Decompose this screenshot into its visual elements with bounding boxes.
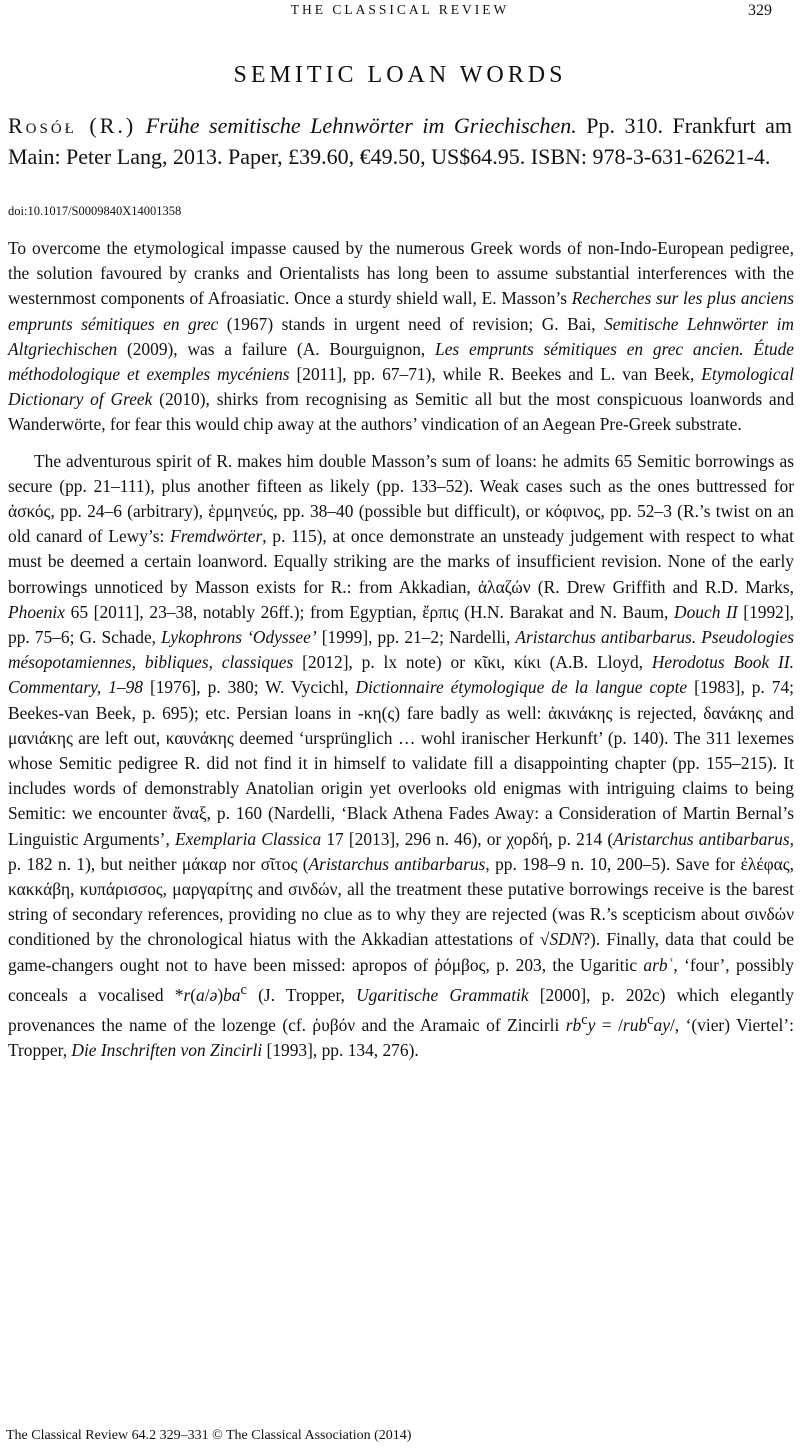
paragraph-1: To overcome the etymological impasse caused by the numerous Greek words of non-Indo-European pedigree, the solution favoured by cranks and Orientalists has long been to assume substantial interferences with the westernmost components of Afroasiatic. Once a sturdy shield wall, E. Masson’s Recherches sur les plus anciens emprunts sémitiques en grec (1967) stands in urgent need of revision; G. Bai, Semitische Lehnwörter im Altgriechischen (2009), was a failure (A. Bourguignon, Les emprunts sémitiques en grec ancien. Étude méthodologique et exemples mycéniens [2011], pp. 67–71), while R. Beekes and L. van Beek, Etymological Dictionary of Greek (2010), shirks from recognising as Semitic all but the most conspicuous loanwords and Wanderwörte, for fear this would chip away at the authors’ vindication of an Aegean Pre-Greek substrate. [8, 238, 795, 435]
reviewed-author: Rosół (R.) [8, 113, 137, 138]
doi-link[interactable]: doi:10.1017/S0009840X14001358 [8, 204, 182, 218]
book-citation [8, 110, 792, 172]
running-head [0, 2, 800, 24]
review-body [8, 236, 794, 1063]
publication-details: Pp. 310. Frankfurt am Main: Peter Lang, 2013. Paper, £39.60, €49.50, US$64.95. ISBN: 978-3-631-62621-4. [8, 113, 793, 169]
reviewed-book-title: Frühe semitische Lehnwörter im Griechischen. [145, 113, 577, 138]
paragraph-2: The adventurous spirit of R. makes him double Masson’s sum of loans: he admits 65 Semitic borrowings as secure (pp. 21–111), plus another fifteen as likely (pp. 133–52). Weak cases such as the ones buttressed for ἀσκός, pp. 24–6 (arbitrary), ἑρμηνεύς, pp. 38–40 (possible but difficult), or κόφινος, pp. 52–3 (R.’s twist on an old canard of Lewy’s: Fremdwörter, p. 115), at once demonstrate an unsteady judgement with respect to what must be deemed a certain loanword. Equally striking are the marks of insufficient revision. None of the early borrowings unnoticed by Masson exists for R.: from Akkadian, ἀλαζών (R. Drew Griffith and R.D. Marks, Phoenix 65 [2011], 23–38, notably 26ff.); from Egyptian, ἔρπις (H.N. Barakat and N. Baum, Douch II [1992], pp. 75–6; G. Schade, Lykophrons ‘Odyssee’ [1999], pp. 21–2; Nardelli, Aristarchus antibarbarus. Pseudologies mésopotamiennes, bibliques, classiques [2012], p. lx note) or κῖκι, κίκι (A.B. Lloyd, Herodotus Book II. Commentary, 1–98 [1976], p. 380; W. Vycichl, Dictionnaire étymologique de la langue copte [1983], p. 74; Beekes-van Beek, p. 695); etc. Persian loans in -κη(ς) fare badly as well: ἀκινάκης is rejected, δανάκης and μανιάκης are left out, καυνάκης deemed ‘ursprünglich … wohl iranischer Herkunft’ (p. 140). The 311 lexemes whose Semitic pedigree R. did not find it in himself to validate fill a disappointing chapter (pp. 155–215). It includes words of demonstrably Anatolian origin yet overlooks old enigmas with intriguing claims to being Semitic: we encounter ἄναξ, p. 160 (Nardelli, ‘Black Athena Fades Away: a Consideration of Martin Bernal’s Linguistic Arguments’, Exemplaria Classica 17 [2013], 296 n. 46), or χορδή, p. 214 (Aristarchus antibarbarus, p. 182 n. 1), but neither μάκαρ nor σῖτος (Aristarchus antibarbarus, pp. 198–9 n. 10, 200–5). Save for ἐλέφας, κακκάβη, κυπάρισσος, μαργαρίτης and σινδών, all the treatment these putative borrowings receive is the barest string of secondary references, providing no clue as to why they are rejected (was R.’s scepticism about σινδών conditioned by the chronological hiatus with the Akkadian attestations of √SDN?). Finally, data that could be game-changers ought not to have been missed: apropos of ῥόμβος, p. 203, the Ugaritic arbʿ, ‘four’, possibly conceals a vocalised $*r(a/ə)ba^c$ (J. Tropper, Ugaritische Grammatik [2000], p. 202c) which elegantly provenances the name of the lozenge (cf. ῥυβόν and the Aramaic of Zincirli $rb^cy = /rub^cay/$, ‘(vier) Viertel’: Tropper, Die Inschriften von Zincirli [1993], pp. 134, 276). [8, 450, 795, 1060]
section-title: SEMITIC LOAN WORDS [233, 62, 567, 88]
journal-running-title: THE CLASSICAL REVIEW [290, 2, 510, 17]
page-number: 329 [748, 2, 772, 19]
footer-copyright: The Classical Review 64.2 329–331 © The Classical Association (2014) [6, 1428, 412, 1443]
